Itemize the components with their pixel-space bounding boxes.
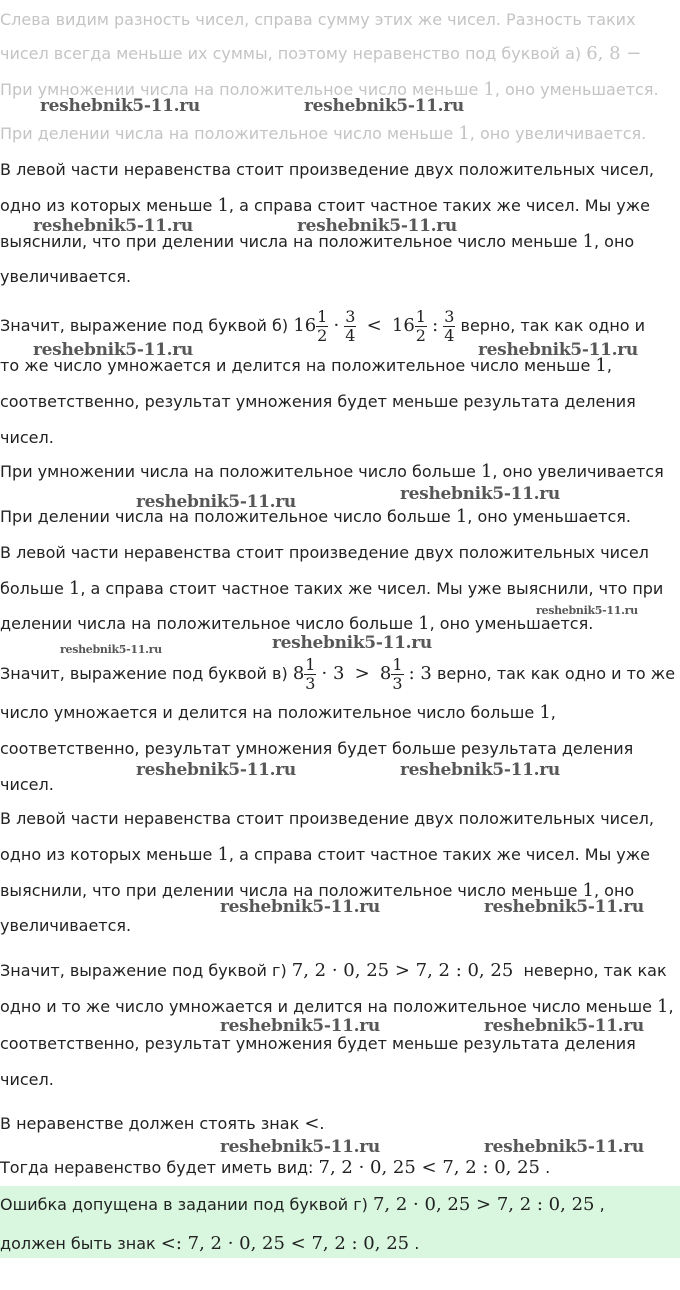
answer-line: Ошибка допущена в задании под буквой г) 7, 2 · 0, 25 > 7, 2 : 0, 25 , <box>0 1194 605 1215</box>
watermark: reshebnik5-11.ru <box>484 1137 644 1157</box>
text-line: чисел. <box>0 775 54 794</box>
watermark: reshebnik5-11.ru <box>40 96 200 116</box>
watermark: reshebnik5-11.ru <box>220 1137 380 1157</box>
math-line-v: Значит, выражение под буквой в) 8 $\frac{1}{3}$ · 3 > 8 $\frac{1}{3}$ : 3 верно, так как одно и то же <box>0 655 676 693</box>
text-line: В левой части неравенства стоит произведение двух положительных чисел, <box>0 809 654 828</box>
watermark: reshebnik5-11.ru <box>136 492 296 512</box>
text-line: делении числа на положительное число больше 1, оно уменьшается. <box>0 613 594 634</box>
watermark: reshebnik5-11.ru <box>272 633 432 653</box>
text-line: соответственно, результат умножения будет больше результата деления <box>0 739 634 758</box>
text-line: соответственно, результат умножения будет меньше результата деления <box>0 1034 636 1053</box>
watermark: reshebnik5-11.ru <box>220 1016 380 1036</box>
text-line: больше 1, а справа стоит частное таких же чисел. Мы уже выяснили, что при <box>0 578 664 599</box>
text-line: чисел всегда меньше их суммы, поэтому неравенство под буквой а) 6, 8 − <box>0 43 642 64</box>
text-line: одно и то же число умножается и делится на положительное число меньше 1, <box>0 996 674 1017</box>
text-line: число умножается и делится на положительное число больше 1, <box>0 702 556 723</box>
watermark: reshebnik5-11.ru <box>136 760 296 780</box>
watermark: reshebnik5-11.ru <box>536 604 638 617</box>
text-line: Тогда неравенство будет иметь вид: 7, 2 · 0, 25 < 7, 2 : 0, 25 . <box>0 1157 551 1178</box>
text-line: Значит, выражение под буквой г) 7, 2 · 0, 25 > 7, 2 : 0, 25 неверно, так как <box>0 960 667 981</box>
watermark: reshebnik5-11.ru <box>297 216 457 236</box>
text-line: Слева видим разность чисел, справа сумму этих же чисел. Разность таких <box>0 10 636 29</box>
text-line: увеличивается. <box>0 267 132 286</box>
text-line: При умножении числа на положительное число больше 1, оно увеличивается <box>0 461 664 482</box>
text-line: При делении числа на положительное число больше 1, оно уменьшается. <box>0 506 631 527</box>
text-line: В левой части неравенства стоит произведение двух положительных чисел <box>0 543 649 562</box>
text-line: соответственно, результат умножения будет меньше результата деления <box>0 392 636 411</box>
text-line: одно из которых меньше 1, а справа стоит частное таких же чисел. Мы уже <box>0 195 651 216</box>
text-line: В неравенстве должен стоять знак <. <box>0 1113 325 1134</box>
text-line: чисел. <box>0 1070 54 1089</box>
text-line: В левой части неравенства стоит произведение двух положительных чисел, <box>0 160 654 179</box>
text-line: выяснили, что при делении числа на положительное число меньше 1, оно <box>0 231 635 252</box>
watermark: reshebnik5-11.ru <box>33 340 193 360</box>
text-line: одно из которых меньше 1, а справа стоит частное таких же чисел. Мы уже <box>0 844 651 865</box>
text-line: то же число умножается и делится на положительное число меньше 1, <box>0 355 612 376</box>
text-line: увеличивается. <box>0 916 132 935</box>
watermark: reshebnik5-11.ru <box>304 96 464 116</box>
watermark: reshebnik5-11.ru <box>484 897 644 917</box>
math-line-b: Значит, выражение под буквой б) 16 $\frac{1}{2}$ · $\frac{3}{4}$ < 16 $\frac{1}{2}$ : $\frac{3}{4}$ верно, так как одно и <box>0 307 646 345</box>
watermark: reshebnik5-11.ru <box>478 340 638 360</box>
watermark: reshebnik5-11.ru <box>220 897 380 917</box>
text-line: При делении числа на положительное число меньше 1, оно увеличивается. <box>0 123 647 144</box>
watermark: reshebnik5-11.ru <box>400 760 560 780</box>
text-line: выяснили, что при делении числа на положительное число меньше 1, оно <box>0 880 635 901</box>
text-line: чисел. <box>0 428 54 447</box>
watermark: reshebnik5-11.ru <box>484 1016 644 1036</box>
watermark: reshebnik5-11.ru <box>400 484 560 504</box>
watermark: reshebnik5-11.ru <box>33 216 193 236</box>
text-line: При умножении числа на положительное число меньше 1, оно уменьшается. <box>0 79 659 100</box>
answer-line: должен быть знак <: 7, 2 · 0, 25 < 7, 2 : 0, 25 . <box>0 1233 420 1254</box>
watermark: reshebnik5-11.ru <box>60 643 162 656</box>
